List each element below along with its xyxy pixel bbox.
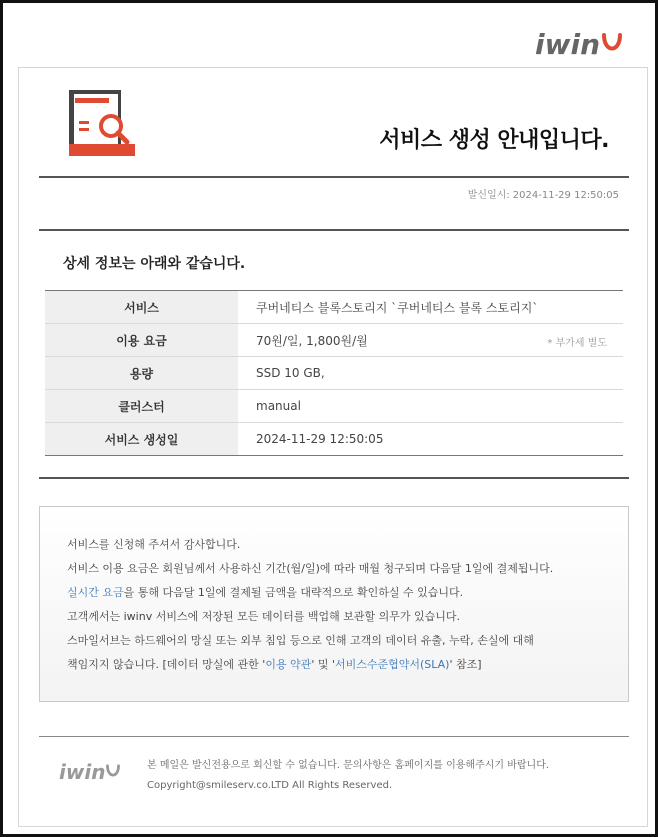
row-key: 서비스	[45, 291, 238, 324]
row-value: manual	[238, 390, 623, 423]
notice-line: 스마일서브는 하드웨어의 망실 또는 외부 침입 등으로 인해 고객의 데이터 유출, 누락, 손실에 대해	[67, 634, 534, 647]
notice-text: ' 및 '	[311, 658, 335, 671]
row-value-cell	[238, 324, 623, 357]
notice-text: ' 참조]	[449, 658, 482, 671]
document-search-icon	[65, 86, 141, 162]
realtime-fee-link[interactable]: 실시간 요금	[67, 586, 124, 599]
notice-line: 서비스를 신청해 주셔서 감사합니다.	[67, 538, 241, 551]
row-key: 이용 요금	[45, 324, 238, 357]
row-value: SSD 10 GB,	[238, 357, 623, 390]
divider	[39, 176, 629, 178]
smile-icon	[105, 763, 121, 781]
table-row	[45, 390, 623, 423]
details-title: 상세 정보는 아래와 같습니다.	[63, 256, 246, 272]
notice-line: 서비스 이용 요금은 회원님께서 사용하신 기간(월/일)에 따라 매월 청구되며 다음달 1일에 결제됩니다.	[67, 562, 554, 575]
notice-text: 을 통해 다음달 1일에 결제될 금액을 대략적으로 확인하실 수 있습니다.	[123, 586, 464, 599]
notice-box	[39, 506, 629, 702]
row-key: 클러스터	[45, 390, 238, 423]
sent-label: 발신일시:	[467, 190, 510, 201]
divider	[39, 477, 629, 479]
table-row	[45, 291, 623, 324]
footer-wordmark: iwin	[59, 760, 106, 784]
row-value: 70원/일, 1,800원/월	[256, 333, 368, 348]
smile-icon	[601, 31, 623, 57]
row-value: 쿠버네티스 블록스토리지 `쿠버네티스 블록 스토리지`	[238, 291, 623, 324]
details-table	[45, 290, 623, 456]
footer-logo[interactable]	[59, 760, 121, 784]
mail-card	[18, 67, 648, 827]
brand-logo[interactable]	[535, 27, 623, 61]
table-row	[45, 423, 623, 456]
notice-line: 고객께서는 iwinv 서비스에 저장된 모든 데이터를 백업해 보관할 의무가 있습니다.	[67, 610, 460, 623]
brand-wordmark: iwin	[535, 27, 600, 61]
notice-text: 책임지지 않습니다. [데이터 망실에 관한 '	[67, 658, 266, 671]
table-row	[45, 357, 623, 390]
table-row	[45, 324, 623, 357]
vat-note: * 부가세 별도	[547, 338, 607, 349]
page-title: 서비스 생성 안내입니다.	[379, 128, 609, 153]
copyright: Copyright@smileserv.co.LTD All Rights Reserved.	[147, 780, 393, 791]
footer-text	[147, 756, 549, 796]
divider	[39, 229, 629, 231]
row-key: 용량	[45, 357, 238, 390]
notice-line	[67, 653, 602, 677]
divider	[39, 736, 629, 737]
row-key: 서비스 생성일	[45, 423, 238, 456]
notice-line	[67, 581, 602, 605]
sent-datetime	[465, 186, 619, 201]
row-value: 2024-11-29 12:50:05	[238, 423, 623, 456]
sla-link[interactable]: 서비스수준협약서(SLA)	[335, 658, 450, 671]
sent-value: 2024-11-29 12:50:05	[512, 190, 619, 201]
terms-link[interactable]: 이용 약관	[265, 658, 312, 671]
footer-notice: 본 메일은 발신전용으로 회신할 수 없습니다. 문의사항은 홈페이지를 이용해주시기 바랍니다.	[147, 760, 550, 771]
